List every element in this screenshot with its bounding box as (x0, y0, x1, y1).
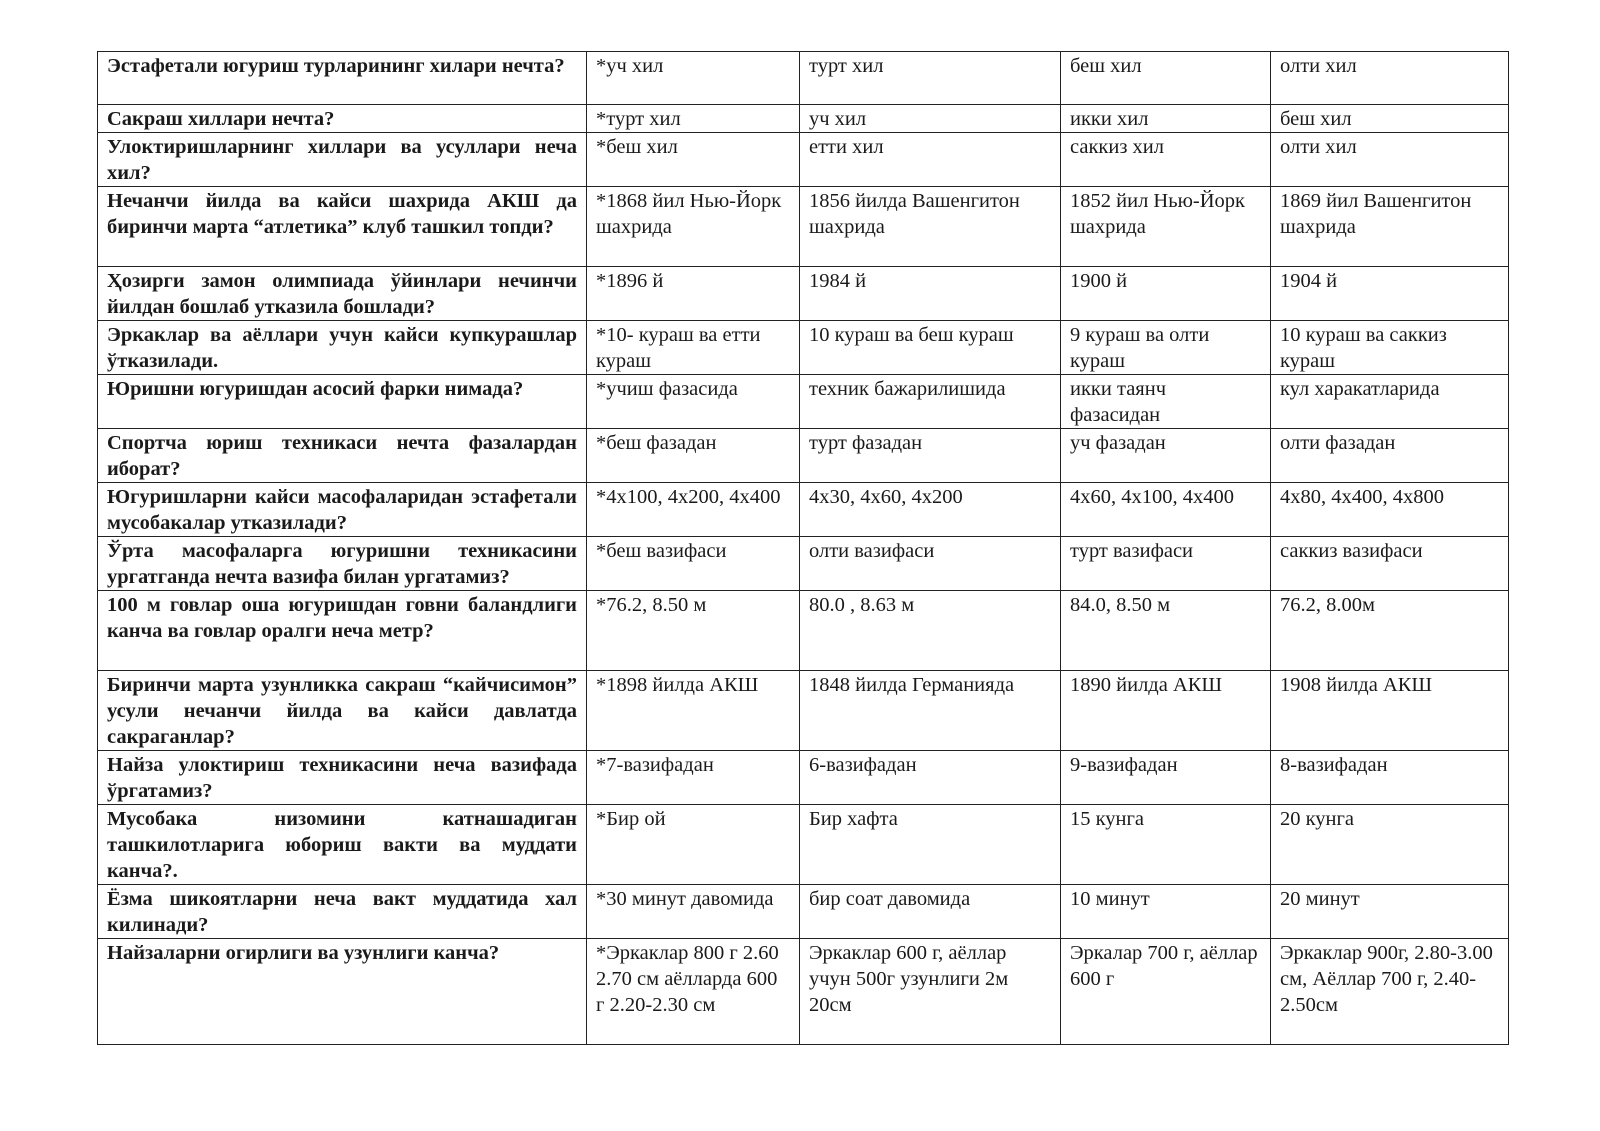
answer-option-cell: Бир хафта (800, 805, 1061, 885)
answer-correct-cell: *7-вазифадан (587, 751, 800, 805)
table-row (98, 537, 1509, 591)
answer-correct-cell: *1868 йил Нью-Йорк шахрида (587, 187, 800, 267)
answer-option-cell: уч фазадан (1061, 429, 1271, 483)
question-cell: Юришни югуришдан асосий фарки нимада? (98, 375, 587, 429)
table-row (98, 321, 1509, 375)
question-cell: Эркаклар ва аёллари учун кайси купкурашлар ўтказилади. (98, 321, 587, 375)
question-cell: Найзаларни огирлиги ва узунлиги канча? (98, 939, 587, 1045)
answer-correct-cell: *4х100, 4х200, 4х400 (587, 483, 800, 537)
answer-option-cell: 20 кунга (1271, 805, 1509, 885)
answer-correct-cell: *беш фазадан (587, 429, 800, 483)
table-row (98, 52, 1509, 105)
answer-correct-cell: *беш хил (587, 133, 800, 187)
answer-option-cell: олти хил (1271, 133, 1509, 187)
answer-option-cell: 10 кураш ва саккиз кураш (1271, 321, 1509, 375)
quiz-table (97, 51, 1509, 1045)
question-cell: Мусобака низомини катнашадиган ташкилотларига юбориш вакти ва муддати канча?. (98, 805, 587, 885)
table-row (98, 187, 1509, 267)
question-cell: Найза улоктириш техникасини неча вазифада ўргатамиз? (98, 751, 587, 805)
answer-option-cell: кул харакатларида (1271, 375, 1509, 429)
question-cell: Эстафетали югуриш турларининг хилари нечта? (98, 52, 587, 105)
question-cell: Спортча юриш техникаси нечта фазалардан иборат? (98, 429, 587, 483)
answer-option-cell: беш хил (1271, 105, 1509, 133)
table-row (98, 105, 1509, 133)
answer-option-cell: саккиз хил (1061, 133, 1271, 187)
table-row (98, 805, 1509, 885)
question-cell: Улоктиришларнинг хиллари ва усуллари неча хил? (98, 133, 587, 187)
table-row (98, 375, 1509, 429)
answer-option-cell: етти хил (800, 133, 1061, 187)
table-row (98, 591, 1509, 671)
answer-option-cell: 84.0, 8.50 м (1061, 591, 1271, 671)
answer-option-cell: уч хил (800, 105, 1061, 133)
quiz-table-body (98, 52, 1509, 1045)
answer-correct-cell: *учиш фазасида (587, 375, 800, 429)
answer-option-cell: Эркаклар 600 г, аёллар учун 500г узунлиги 2м 20см (800, 939, 1061, 1045)
answer-correct-cell: *турт хил (587, 105, 800, 133)
answer-option-cell: турт хил (800, 52, 1061, 105)
answer-option-cell: 20 минут (1271, 885, 1509, 939)
answer-option-cell: турт фазадан (800, 429, 1061, 483)
answer-option-cell: олти вазифаси (800, 537, 1061, 591)
table-row (98, 939, 1509, 1045)
question-cell: Нечанчи йилда ва кайси шахрида АКШ да биринчи марта “атлетика” клуб ташкил топди? (98, 187, 587, 267)
answer-correct-cell: *76.2, 8.50 м (587, 591, 800, 671)
answer-option-cell: 4х30, 4х60, 4х200 (800, 483, 1061, 537)
answer-option-cell: бир соат давомида (800, 885, 1061, 939)
answer-option-cell: икки хил (1061, 105, 1271, 133)
answer-correct-cell: *Бир ой (587, 805, 800, 885)
answer-option-cell: 1900 й (1061, 267, 1271, 321)
table-row (98, 751, 1509, 805)
answer-option-cell: 1890 йилда АКШ (1061, 671, 1271, 751)
answer-correct-cell: *10- кураш ва етти кураш (587, 321, 800, 375)
question-cell: Биринчи марта узунликка сакраш “кайчисимон” усули нечанчи йилда ва кайси давлатда сакраганлар? (98, 671, 587, 751)
answer-option-cell: 76.2, 8.00м (1271, 591, 1509, 671)
answer-option-cell: 1856 йилда Вашенгитон шахрида (800, 187, 1061, 267)
question-cell: 100 м говлар оша югуришдан говни баландлиги канча ва говлар оралги неча метр? (98, 591, 587, 671)
answer-correct-cell: *уч хил (587, 52, 800, 105)
answer-option-cell: 1984 й (800, 267, 1061, 321)
answer-option-cell: техник бажарилишида (800, 375, 1061, 429)
table-row (98, 483, 1509, 537)
answer-option-cell: 4х60, 4х100, 4х400 (1061, 483, 1271, 537)
answer-option-cell: Эркалар 700 г, аёллар 600 г (1061, 939, 1271, 1045)
answer-correct-cell: *беш вазифаси (587, 537, 800, 591)
answer-option-cell: 1848 йилда Германияда (800, 671, 1061, 751)
answer-option-cell: 1908 йилда АКШ (1271, 671, 1509, 751)
answer-option-cell: 9 кураш ва олти кураш (1061, 321, 1271, 375)
table-row (98, 671, 1509, 751)
question-cell: Ўрта масофаларга югуришни техникасини ургатганда нечта вазифа билан ургатамиз? (98, 537, 587, 591)
answer-correct-cell: *1896 й (587, 267, 800, 321)
answer-option-cell: турт вазифаси (1061, 537, 1271, 591)
answer-option-cell: Эркаклар 900г, 2.80-3.00 см, Аёллар 700 г, 2.40-2.50см (1271, 939, 1509, 1045)
question-cell: Ҳозирги замон олимпиада ўйинлари нечинчи йилдан бошлаб утказила бошлади? (98, 267, 587, 321)
answer-option-cell: 15 кунга (1061, 805, 1271, 885)
table-row (98, 133, 1509, 187)
answer-option-cell: икки таянч фазасидан (1061, 375, 1271, 429)
answer-option-cell: 4х80, 4х400, 4х800 (1271, 483, 1509, 537)
answer-option-cell: олти хил (1271, 52, 1509, 105)
answer-option-cell: 8-вазифадан (1271, 751, 1509, 805)
table-row (98, 267, 1509, 321)
answer-option-cell: 1869 йил Вашенгитон шахрида (1271, 187, 1509, 267)
answer-option-cell: саккиз вазифаси (1271, 537, 1509, 591)
answer-option-cell: 1904 й (1271, 267, 1509, 321)
answer-correct-cell: *Эркаклар 800 г 2.60 2.70 см аёлларда 600 г 2.20-2.30 см (587, 939, 800, 1045)
answer-option-cell: 10 минут (1061, 885, 1271, 939)
answer-option-cell: 80.0 , 8.63 м (800, 591, 1061, 671)
question-cell: Сакраш хиллари нечта? (98, 105, 587, 133)
question-cell: Югуришларни кайси масофаларидан эстафетали мусобакалар утказилади? (98, 483, 587, 537)
table-row (98, 885, 1509, 939)
answer-option-cell: 6-вазифадан (800, 751, 1061, 805)
answer-option-cell: беш хил (1061, 52, 1271, 105)
question-cell: Ёзма шикоятларни неча вакт муддатида хал килинади? (98, 885, 587, 939)
answer-option-cell: 9-вазифадан (1061, 751, 1271, 805)
answer-correct-cell: *1898 йилда АКШ (587, 671, 800, 751)
answer-option-cell: 10 кураш ва беш кураш (800, 321, 1061, 375)
answer-option-cell: 1852 йил Нью-Йорк шахрида (1061, 187, 1271, 267)
answer-option-cell: олти фазадан (1271, 429, 1509, 483)
answer-correct-cell: *30 минут давомида (587, 885, 800, 939)
table-row (98, 429, 1509, 483)
